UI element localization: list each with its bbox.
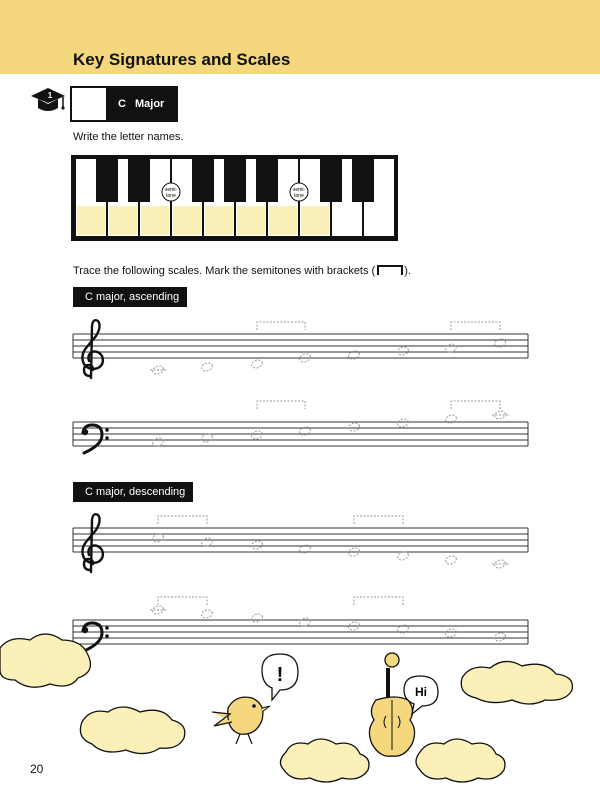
note[interactable] <box>201 609 214 620</box>
note[interactable] <box>251 540 264 551</box>
staff-treble-descending <box>73 514 528 572</box>
bird-icon <box>212 697 270 744</box>
speech-bubble-bird <box>262 654 298 700</box>
note[interactable] <box>348 422 361 433</box>
page-number: 20 <box>30 762 44 776</box>
note[interactable] <box>251 359 264 370</box>
note[interactable] <box>201 362 214 373</box>
note[interactable] <box>299 426 312 437</box>
note[interactable] <box>494 338 507 349</box>
note[interactable] <box>494 632 507 643</box>
semitone-bracket[interactable] <box>257 401 305 409</box>
label-descending: C major, descending <box>73 482 193 502</box>
semitone-bracket[interactable] <box>257 322 305 330</box>
semitone-bracket[interactable] <box>158 516 207 524</box>
violin-icon <box>369 653 414 756</box>
staff-bass-descending <box>73 597 528 651</box>
bass-clef-icon <box>82 623 109 651</box>
cloud-right-icon <box>461 661 572 704</box>
note[interactable] <box>251 430 264 441</box>
scale-name: C Major <box>106 88 176 120</box>
svg-text:tone: tone <box>166 193 176 199</box>
svg-text:semi-: semi- <box>164 187 178 193</box>
treble-clef-icon <box>82 514 103 572</box>
note[interactable] <box>445 555 458 566</box>
instruction-letter-names: Write the letter names. <box>73 131 184 143</box>
staff-bass-ascending <box>73 401 528 453</box>
bass-clef-icon <box>82 425 109 453</box>
note[interactable] <box>445 414 458 425</box>
page-title: Key Signatures and Scales <box>73 50 291 69</box>
note[interactable] <box>251 613 264 624</box>
semitone-bracket[interactable] <box>354 597 403 605</box>
instruction-trace-scales: Trace the following scales. Mark the semitones with brackets ( ). <box>73 265 411 277</box>
note[interactable] <box>397 346 410 357</box>
svg-text:Hi: Hi <box>415 685 427 699</box>
note[interactable] <box>348 350 361 361</box>
treble-clef-icon <box>82 320 103 378</box>
note[interactable] <box>397 418 410 429</box>
note[interactable] <box>299 544 312 555</box>
note[interactable] <box>445 628 458 639</box>
svg-text:semi-: semi- <box>292 187 306 193</box>
staff-treble-ascending <box>73 320 528 378</box>
label-ascending: C major, ascending <box>73 287 187 307</box>
note[interactable] <box>397 624 410 635</box>
semitone-bracket[interactable] <box>354 516 403 524</box>
svg-text:!: ! <box>276 664 284 686</box>
semitone-bracket[interactable] <box>158 597 207 605</box>
level-number: 1 <box>47 91 53 100</box>
cloud-left-icon <box>0 634 90 687</box>
svg-text:tone: tone <box>294 193 304 199</box>
semitone-bracket[interactable] <box>451 322 500 330</box>
cloud-bottom-right-icon <box>416 739 505 782</box>
cloud-bottom-left-icon <box>80 707 184 754</box>
cloud-bottom-center-icon <box>280 739 369 782</box>
semitone-bracket[interactable] <box>451 401 500 409</box>
